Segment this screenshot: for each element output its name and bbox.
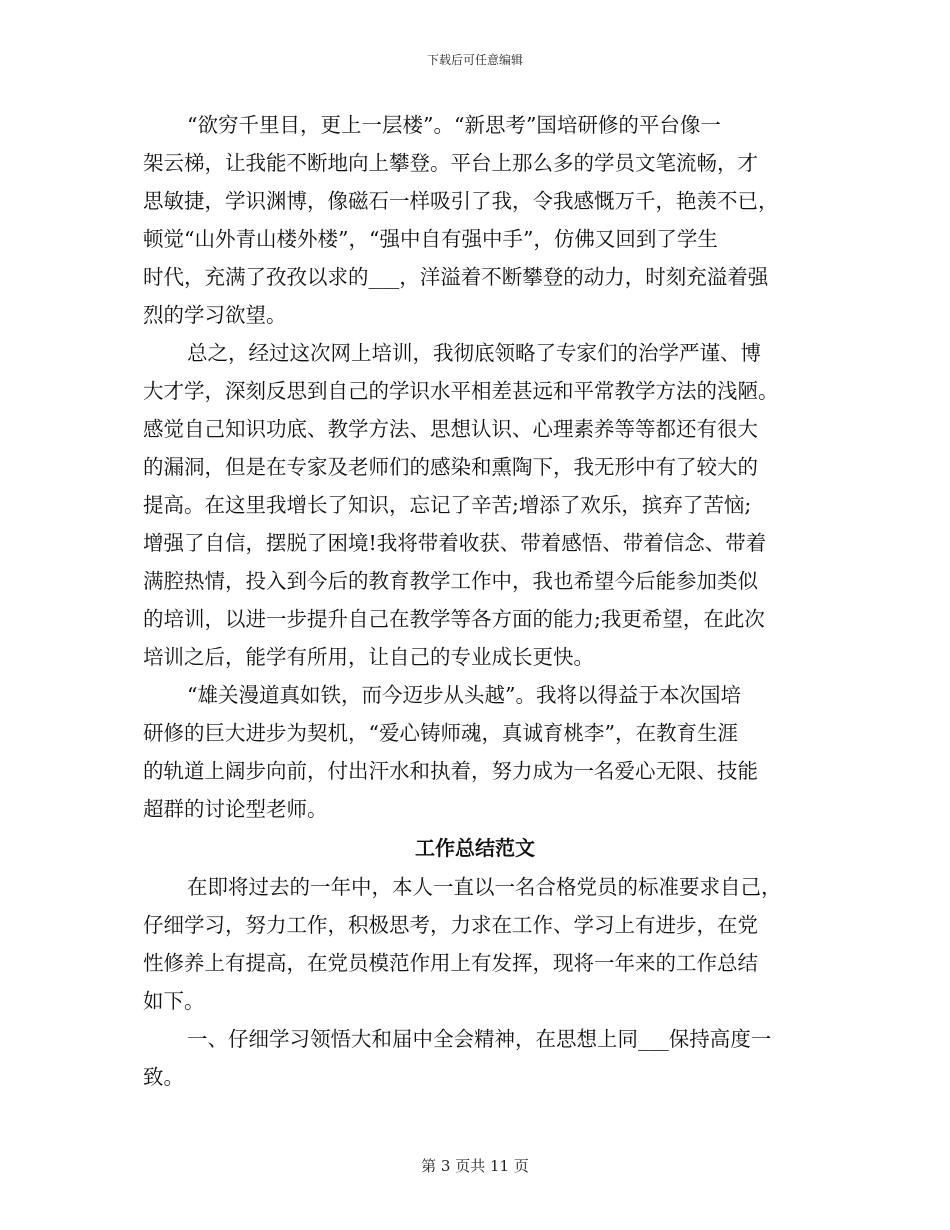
paragraph-line: 满腔热情，投入到今后的教育教学工作中，我也希望今后能参加类似: [143, 569, 758, 593]
paragraph-line: 培训之后，能学有所用，让自己的专业成长更快。: [143, 645, 594, 669]
paragraph-line: 一、仔细学习领悟大和届中全会精神，在思想上同___保持高度一: [187, 1027, 772, 1051]
paragraph-line: 如下。: [143, 989, 205, 1013]
paragraph-line: 在即将过去的一年中，本人一直以一名合格党员的标准要求自己，: [187, 875, 782, 899]
paragraph-line: 的轨道上阔步向前，付出汗水和执着，努力成为一名爱心无限、技能: [143, 759, 758, 783]
paragraph-line: 思敏捷，学识渊博，像磁石一样吸引了我，令我感慨万千，艳羡不已，: [143, 189, 779, 213]
paragraph-line: 烈的学习欲望。: [143, 303, 287, 327]
paragraph-line: 顿觉“山外青山楼外楼”，“强中自有强中手”，仿佛又回到了学生: [143, 227, 718, 251]
paragraph-line: 的漏洞，但是在专家及老师们的感染和熏陶下，我无形中有了较大的: [143, 455, 758, 479]
document-body: [143, 106, 807, 1096]
paragraph-line: 大才学，深刻反思到自己的学识水平相差甚远和平常教学方法的浅陋。: [143, 379, 779, 403]
paragraph-line: 性修养上有提高，在党员模范作用上有发挥，现将一年来的工作总结: [143, 951, 758, 975]
paragraph-line: 增强了自信，摆脱了困境!我将带着收获、带着感悟、带着信念、带着: [143, 531, 767, 555]
paragraph-line: 总之，经过这次网上培训，我彻底领略了专家们的治学严谨、博: [187, 341, 761, 365]
paragraph-line: 感觉自己知识功底、教学方法、思想认识、心理素养等等都还有很大: [143, 417, 758, 441]
page-footer: 第 3 页共 11 页: [421, 1157, 529, 1175]
paragraph-line: 仔细学习，努力工作，积极思考，力求在工作、学习上有进步，在党: [143, 913, 758, 937]
page-header: 下载后可任意编辑: [426, 53, 523, 67]
paragraph-line: “雄关漫道真如铁，而今迈步从头越”。我将以得益于本次国培: [187, 683, 741, 707]
section-title: 工作总结范文: [415, 836, 535, 860]
paragraph-line: 架云梯，让我能不断地向上攀登。平台上那么多的学员文笔流畅，才: [143, 151, 758, 175]
paragraph-line: 研修的巨大进步为契机，“爱心铸师魂，真诚育桃李”，在教育生涯: [143, 721, 738, 745]
paragraph-line: 致。: [143, 1065, 184, 1089]
paragraph-line: 时代，充满了孜孜以求的___，洋溢着不断攀登的动力，时刻充溢着强: [143, 265, 769, 289]
paragraph-line: “欲穷千里目，更上一层楼”。“新思考”国培研修的平台像一: [187, 113, 721, 137]
paragraph-line: 超群的讨论型老师。: [143, 797, 328, 821]
paragraph-line: 提高。在这里我增长了知识，忘记了辛苦;增添了欢乐，摈弃了苦恼;: [143, 493, 752, 517]
paragraph-line: 的培训，以进一步提升自己在教学等各方面的能力;我更希望，在此次: [143, 607, 765, 631]
